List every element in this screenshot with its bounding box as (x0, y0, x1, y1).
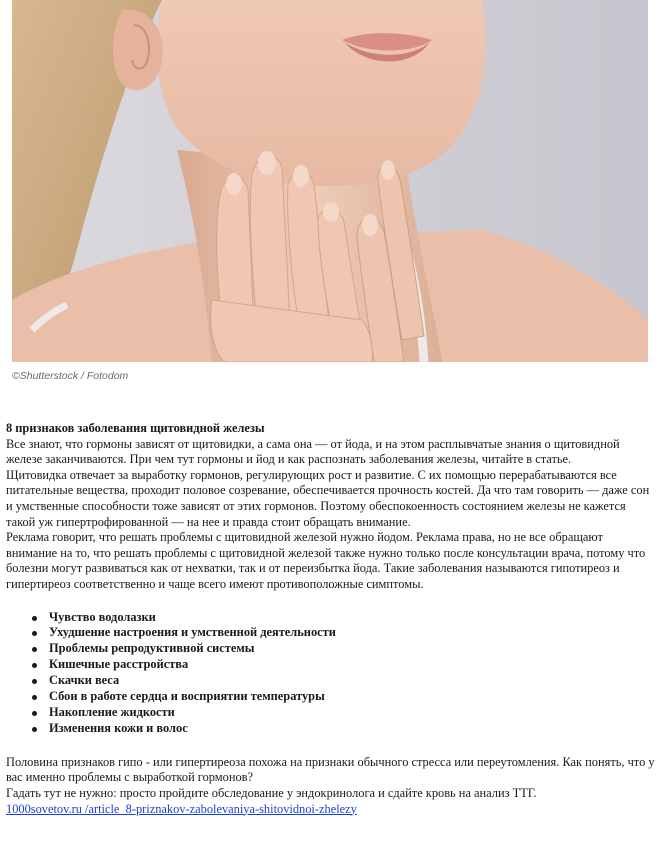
list-item: Ухудшение настроения и умственной деятельности (32, 625, 656, 641)
bullet-icon (32, 727, 37, 732)
bullet-icon (32, 711, 37, 716)
bullet-icon (32, 616, 37, 621)
advice-paragraph: Гадать тут не нужно: просто пройдите обследование у эндокринолога и сдайте кровь на анализ ТТГ. (6, 785, 537, 800)
article-body (6, 421, 656, 817)
closing-paragraph: Половина признаков гипо - или гипертиреоза похожа на признаки обычного стресса или переутомления. Как понять, что у вас именно проблемы с выработкой гормонов? (6, 754, 655, 785)
bullet-icon (32, 679, 37, 684)
iodine-paragraph: Реклама говорит, что решать проблемы с щитовидной железой нужно йодом. Реклама права, но не все обращают внимание на то, что решать проблемы с щитовидной железой также нужно только после консультации врача, потому что болезни могут развиваться как от нехватки, так и от переизбытка йода. Такие заболевания называются гипотиреоз и гипертиреоз соответственно и чаще всего имеют противоположные симптомы. (6, 530, 646, 591)
list-item: Проблемы репродуктивной системы (32, 641, 656, 657)
bullet-icon (32, 631, 37, 636)
list-item: Сбои в работе сердца и восприятии температуры (32, 689, 656, 705)
hormones-paragraph: Щитовидка отвечает за выработку гормонов, регулирующих рост и развитие. С их помощью перерабатываются все питательные вещества, проходит половое созревание, обеспечивается прочность костей. Да что там говорить — даже сон и умственные способности тоже зависят от этих гормонов. Поэтому обеспокоенность состоянием железы не кажется такой уж гипертрофированной — на нее и правда стоит обращать внимание. (6, 467, 650, 529)
photo-illustration (12, 0, 648, 362)
article-photo (12, 0, 648, 362)
list-item: Изменения кожи и волос (32, 721, 656, 737)
source-link[interactable]: 1000sovetov.ru /article_8-priznakov-zabolevaniya-shitovidnoi-zhelezy (6, 801, 357, 816)
bullet-icon (32, 695, 37, 700)
photo-credit: ©Shutterstock / Fotodom (12, 370, 129, 382)
symptoms-list (6, 610, 656, 737)
list-item: Скачки веса (32, 673, 656, 689)
intro-paragraph: Все знают, что гормоны зависят от щитовидки, а сама она — от йода, и на этом расплывчатые знания о щитовидной железе заканчиваются. При чем тут гормоны и йод и как распознать заболевания железы, читайте в статье. (6, 436, 620, 467)
article-title: 8 признаков заболевания щитовидной железы (6, 421, 265, 435)
list-item: Чувство водолазки (32, 610, 656, 626)
bullet-icon (32, 647, 37, 652)
list-item: Накопление жидкости (32, 705, 656, 721)
list-item: Кишечные расстройства (32, 657, 656, 673)
source-line (6, 802, 656, 818)
bullet-icon (32, 663, 37, 668)
